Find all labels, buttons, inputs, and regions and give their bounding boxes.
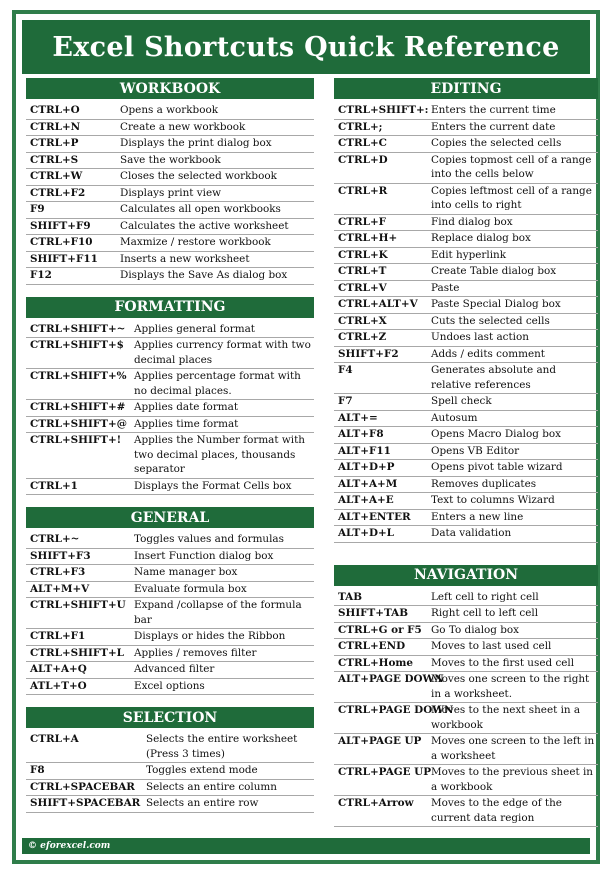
shortcut-key: CTRL+F1 (30, 630, 86, 642)
shortcut-key: CTRL+Arrow (338, 797, 414, 809)
shortcut-key: CTRL+SHIFT+~ (30, 322, 126, 335)
shortcut-description: Moves to the first used cell (431, 656, 575, 669)
shortcut-row (26, 400, 314, 417)
shortcut-key: CTRL+K (338, 248, 388, 261)
shortcut-description: Advanced filter (134, 663, 215, 675)
shortcut-key: CTRL+PAGE DOWN (338, 704, 454, 716)
shortcut-list (26, 532, 314, 695)
shortcut-description: Toggles extend mode (146, 764, 258, 776)
shortcut-key: ALT+PAGE UP (338, 735, 422, 747)
shortcut-row (334, 184, 598, 215)
shortcut-key: CTRL+END (338, 640, 406, 652)
shortcut-row (334, 460, 598, 477)
shortcut-row (334, 314, 598, 331)
shortcut-row (26, 549, 314, 566)
shortcut-description: Applies date format (134, 401, 239, 413)
section-navigation (334, 565, 598, 828)
shortcut-description: Moves one screen to the right in a worksheet. (431, 673, 590, 700)
shortcut-key: CTRL+D (338, 153, 388, 166)
shortcut-row (26, 169, 314, 186)
shortcut-row (334, 103, 598, 120)
shortcut-list (26, 103, 314, 285)
shortcut-description: Applies currency format with two decimal places (134, 339, 311, 366)
shortcut-description: Cuts the selected cells (431, 314, 550, 327)
shortcut-key: CTRL+W (30, 170, 83, 182)
shortcut-row (334, 427, 598, 444)
shortcut-key: CTRL+Z (338, 331, 387, 343)
shortcut-row (26, 338, 314, 369)
shortcut-row (26, 532, 314, 549)
shortcut-row (26, 582, 314, 599)
shortcut-description: Enters the current date (431, 120, 556, 133)
shortcut-key: CTRL+F (338, 215, 387, 228)
shortcut-key: CTRL+F2 (30, 186, 86, 199)
shortcut-description: Calculates the active worksheet (120, 219, 289, 232)
shortcut-key: ALT+= (338, 411, 378, 424)
shortcut-description: Applies the Number format with two decimal places, thousands separator (134, 434, 305, 475)
shortcut-row (334, 765, 598, 796)
shortcut-row (26, 252, 314, 269)
shortcut-description: Moves to the next sheet in a workbook (431, 704, 581, 731)
shortcut-key: ALT+D+L (338, 527, 394, 539)
shortcut-description: Opens VB Editor (431, 444, 520, 457)
shortcut-key: ALT+A+M (338, 477, 398, 490)
shortcut-row (334, 153, 598, 184)
shortcut-row (334, 297, 598, 314)
section-header: WORKBOOK (26, 78, 314, 99)
shortcut-key: CTRL+Home (338, 656, 414, 669)
shortcut-row (26, 268, 314, 285)
shortcut-description: Spell check (431, 395, 492, 407)
shortcut-description: Insert Function dialog box (134, 549, 274, 562)
shortcut-key: CTRL+SHIFT+# (30, 401, 126, 413)
shortcut-key: CTRL+N (30, 120, 81, 133)
shortcut-description: Left cell to right cell (431, 590, 539, 603)
shortcut-row (26, 662, 314, 679)
shortcut-description: Generates absolute and relative references (431, 364, 557, 391)
shortcut-description: Find dialog box (431, 215, 513, 228)
section-header: NAVIGATION (334, 565, 598, 586)
shortcut-key: SHIFT+F9 (30, 219, 91, 232)
left-column (26, 78, 314, 825)
shortcut-description: Text to columns Wizard (431, 494, 555, 506)
shortcut-list (26, 322, 314, 496)
section-formatting (26, 297, 314, 496)
shortcut-description: Moves to the edge of the current data region (431, 797, 562, 824)
shortcut-description: Name manager box (134, 566, 238, 578)
shortcut-row (334, 444, 598, 461)
shortcut-description: Toggles values and formulas (134, 533, 284, 545)
shortcut-description: Opens Macro Dialog box (431, 428, 561, 440)
shortcut-row (334, 656, 598, 673)
shortcut-description: Go To dialog box (431, 623, 520, 636)
shortcut-description: Paste (431, 281, 460, 294)
shortcut-key: F4 (338, 364, 353, 376)
shortcut-description: Opens a workbook (120, 104, 219, 116)
shortcut-row (334, 215, 598, 232)
shortcut-row (334, 623, 598, 640)
shortcut-row (26, 322, 314, 339)
shortcut-key: ALT+ENTER (338, 510, 411, 523)
shortcut-row (334, 526, 598, 543)
shortcut-description: Opens pivot table wizard (431, 461, 563, 473)
shortcut-row (26, 120, 314, 137)
shortcut-key: CTRL+S (30, 153, 79, 166)
shortcut-key: ALT+A+Q (30, 663, 87, 675)
shortcut-description: Replace dialog box (431, 232, 531, 244)
shortcut-row (26, 646, 314, 663)
shortcut-row (26, 629, 314, 646)
shortcut-description: Closes the selected workbook (120, 170, 277, 182)
shortcut-row (26, 433, 314, 479)
shortcut-key: SHIFT+F2 (338, 347, 399, 360)
shortcut-description: Applies / removes filter (134, 646, 257, 659)
shortcut-description: Paste Special Dialog box (431, 298, 561, 310)
shortcut-row (334, 639, 598, 656)
shortcut-key: CTRL+G or F5 (338, 623, 422, 636)
shortcut-row (334, 477, 598, 494)
shortcut-description: Maxmize / restore workbook (120, 236, 271, 248)
shortcut-description: Moves one screen to the left in a worksheet (431, 735, 595, 762)
shortcut-key: F12 (30, 269, 52, 281)
shortcut-row (26, 136, 314, 153)
shortcut-description: Enters the current time (431, 104, 556, 116)
shortcut-key: CTRL+1 (30, 479, 78, 492)
shortcut-list (334, 590, 598, 828)
shortcut-row (334, 281, 598, 298)
shortcut-key: SHIFT+SPACEBAR (30, 797, 141, 809)
shortcut-description: Expand /collapse of the formula bar (134, 599, 302, 626)
shortcut-key: CTRL+O (30, 104, 80, 116)
shortcut-description: Moves to the previous sheet in a workbook (431, 766, 593, 793)
section-header: SELECTION (26, 707, 314, 728)
shortcut-row (26, 565, 314, 582)
shortcut-key: SHIFT+F3 (30, 549, 91, 562)
shortcut-key: F9 (30, 203, 45, 215)
shortcut-key: ALT+F11 (338, 444, 391, 457)
shortcut-description: Displays the Format Cells box (134, 479, 292, 492)
shortcut-description: Applies general format (134, 322, 255, 335)
shortcut-description: Edit hyperlink (431, 248, 507, 261)
shortcut-key: TAB (338, 590, 363, 603)
shortcut-key: SHIFT+TAB (338, 607, 409, 619)
shortcut-list (26, 732, 314, 813)
footer-credit: © eforexcel.com (22, 838, 590, 854)
shortcut-key: CTRL+SHIFT+! (30, 434, 122, 446)
shortcut-row (334, 510, 598, 527)
shortcut-description: Undoes last action (431, 331, 529, 343)
shortcut-description: Enters a new line (431, 510, 524, 523)
shortcut-row (334, 136, 598, 153)
shortcut-row (334, 231, 598, 248)
shortcut-description: Selects an entire row (146, 797, 259, 809)
shortcut-key: F7 (338, 395, 353, 407)
shortcut-row (334, 347, 598, 364)
shortcut-description: Copies leftmost cell of a range into cells to right (431, 184, 592, 211)
shortcut-key: ATL+T+O (30, 679, 87, 692)
shortcut-description: Applies time format (134, 417, 239, 430)
right-column (334, 78, 598, 839)
shortcut-description: Excel options (134, 679, 205, 692)
shortcut-row (26, 219, 314, 236)
shortcut-row (26, 598, 314, 629)
shortcut-row (334, 796, 598, 827)
section-editing (334, 78, 598, 543)
section-general (26, 507, 314, 695)
shortcut-description: Evaluate formula box (134, 582, 247, 595)
shortcut-row (26, 235, 314, 252)
shortcut-key: CTRL+; (338, 120, 383, 133)
section-workbook (26, 78, 314, 285)
shortcut-description: Moves to last used cell (431, 640, 552, 652)
reference-sheet (12, 10, 600, 864)
shortcut-row (26, 479, 314, 496)
shortcut-key: CTRL+R (338, 184, 388, 197)
section-header: FORMATTING (26, 297, 314, 318)
shortcut-key: CTRL+SHIFT+% (30, 370, 127, 382)
shortcut-row (334, 264, 598, 281)
shortcut-row (334, 363, 598, 394)
shortcut-key: CTRL+T (338, 265, 387, 277)
shortcut-row (26, 153, 314, 170)
shortcut-description: Selects the entire worksheet (Press 3 times) (146, 733, 298, 760)
shortcut-key: CTRL+SPACEBAR (30, 780, 135, 793)
shortcut-key: ALT+A+E (338, 494, 394, 506)
shortcut-key: ALT+M+V (30, 582, 90, 595)
shortcut-list (334, 103, 598, 543)
shortcut-row (334, 394, 598, 411)
section-selection (26, 707, 314, 813)
shortcut-key: CTRL+SHIFT+@ (30, 417, 128, 430)
shortcut-key: ALT+PAGE DOWN (338, 673, 444, 685)
shortcut-description: Save the workbook (120, 153, 221, 166)
shortcut-key: CTRL+PAGE UP (338, 766, 432, 778)
shortcut-description: Displays the print dialog box (120, 137, 272, 149)
shortcut-row (334, 606, 598, 623)
shortcut-description: Selects an entire column (146, 780, 277, 793)
shortcut-row (334, 672, 598, 703)
shortcut-row (26, 679, 314, 696)
shortcut-row (334, 120, 598, 137)
shortcut-row (26, 369, 314, 400)
shortcut-description: Applies percentage format with no decimal places. (134, 370, 301, 397)
shortcut-key: F8 (30, 764, 45, 776)
shortcut-description: Create Table dialog box (431, 265, 557, 277)
shortcut-key: CTRL+V (338, 281, 387, 294)
shortcut-key: CTRL+X (338, 314, 387, 327)
shortcut-key: CTRL+F10 (30, 236, 93, 248)
shortcut-row (334, 493, 598, 510)
shortcut-row (26, 796, 314, 813)
shortcut-description: Copies the selected cells (431, 137, 562, 149)
shortcut-key: ALT+D+P (338, 461, 395, 473)
page-title: Excel Shortcuts Quick Reference (22, 20, 590, 74)
shortcut-row (26, 732, 314, 763)
shortcut-key: CTRL+C (338, 137, 387, 149)
shortcut-key: CTRL+ALT+V (338, 298, 418, 310)
shortcut-row (334, 248, 598, 265)
shortcut-row (334, 734, 598, 765)
section-header: EDITING (334, 78, 598, 99)
shortcut-description: Copies topmost cell of a range into the cells below (431, 153, 592, 180)
shortcut-key: CTRL+H+ (338, 232, 398, 244)
shortcut-key: SHIFT+F11 (30, 252, 98, 265)
shortcut-row (26, 186, 314, 203)
shortcut-description: Calculates all open workbooks (120, 203, 281, 215)
shortcut-description: Removes duplicates (431, 477, 537, 490)
shortcut-key: CTRL+SHIFT+: (338, 104, 429, 116)
shortcut-row (334, 330, 598, 347)
shortcut-description: Autosum (431, 411, 478, 424)
shortcut-description: Displays print view (120, 186, 222, 199)
shortcut-description: Data validation (431, 527, 512, 539)
shortcut-key: ALT+F8 (338, 428, 384, 440)
shortcut-key: CTRL+~ (30, 533, 80, 545)
shortcut-key: CTRL+P (30, 137, 79, 149)
shortcut-row (334, 590, 598, 607)
shortcut-row (26, 202, 314, 219)
shortcut-key: CTRL+SHIFT+L (30, 646, 124, 659)
shortcut-key: CTRL+A (30, 733, 79, 745)
shortcut-key: CTRL+F3 (30, 566, 86, 578)
shortcut-key: CTRL+SHIFT+U (30, 599, 126, 611)
shortcut-description: Right cell to left cell (431, 607, 539, 619)
shortcut-description: Create a new workbook (120, 120, 246, 133)
shortcut-description: Inserts a new worksheet (120, 252, 250, 265)
shortcut-row (26, 780, 314, 797)
shortcut-row (26, 417, 314, 434)
shortcut-key: CTRL+SHIFT+$ (30, 339, 124, 351)
shortcut-row (26, 103, 314, 120)
shortcut-row (334, 411, 598, 428)
shortcut-row (334, 703, 598, 734)
shortcut-description: Displays or hides the Ribbon (134, 630, 286, 642)
shortcut-description: Displays the Save As dialog box (120, 269, 288, 281)
shortcut-row (26, 763, 314, 780)
section-header: GENERAL (26, 507, 314, 528)
shortcut-description: Adds / edits comment (431, 347, 545, 360)
